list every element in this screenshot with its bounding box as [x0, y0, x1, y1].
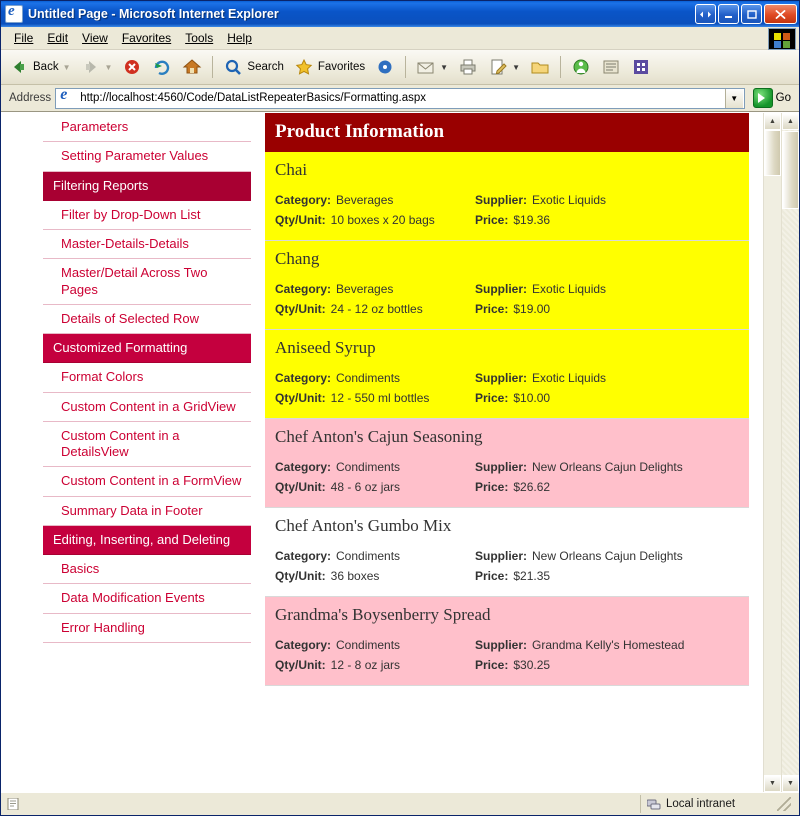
supplier-label: Supplier: [475, 371, 528, 385]
product-row-qty-price [275, 566, 739, 586]
home-button[interactable] [178, 55, 206, 79]
folder-icon [530, 57, 550, 77]
internet-explorer-icon [5, 5, 23, 23]
edit-page-icon [488, 57, 508, 77]
qty-label: Qty/Unit: [275, 480, 326, 494]
category-label: Category: [275, 371, 332, 385]
product-row-category-supplier [275, 457, 739, 477]
toolbar-separator-3 [560, 56, 561, 78]
sidebar-item-parameters[interactable]: Parameters [43, 113, 251, 142]
back-chevron-down-icon[interactable]: ▼ [62, 62, 71, 72]
media-button[interactable] [371, 55, 399, 79]
category-value: Beverages [336, 282, 394, 296]
panel-title: Product Information [265, 113, 749, 152]
product-qty [275, 569, 475, 583]
toolbar [1, 50, 799, 85]
sidebar-section-customized-formatting[interactable]: Customized Formatting [43, 334, 251, 363]
product-name: Chang [275, 249, 320, 268]
qty-value: 12 - 8 oz jars [330, 658, 401, 672]
product-supplier [475, 282, 606, 296]
category-value: Condiments [336, 638, 401, 652]
refresh-button[interactable] [148, 55, 176, 79]
supplier-label: Supplier: [475, 193, 528, 207]
messenger-icon [571, 57, 591, 77]
product-category [275, 638, 475, 652]
qty-label: Qty/Unit: [275, 658, 326, 672]
main-content [251, 113, 781, 792]
product-qty [275, 480, 475, 494]
favorites-button[interactable] [290, 55, 369, 79]
status-message-pane [1, 795, 641, 813]
product-information-panel [265, 113, 749, 686]
price-label: Price: [475, 480, 509, 494]
product-price [475, 658, 550, 672]
price-value: $10.00 [513, 391, 551, 405]
page-area [1, 112, 799, 792]
window-vertical-scrollbar[interactable] [781, 113, 799, 792]
favorites-label: Favorites [317, 61, 366, 73]
product-item[interactable] [265, 508, 749, 597]
menu-item-tools[interactable]: Tools [185, 31, 214, 45]
sidebar-item-setting-parameter-values[interactable]: Setting Parameter Values [43, 142, 251, 171]
minimize-button[interactable] [718, 4, 739, 24]
scroll-down-button[interactable]: ▼ [782, 775, 799, 792]
product-item[interactable] [265, 152, 749, 241]
product-name: Chef Anton's Gumbo Mix [275, 516, 452, 535]
supplier-value: New Orleans Cajun Delights [532, 460, 683, 474]
edit-button[interactable] [484, 55, 524, 79]
price-label: Price: [475, 302, 509, 316]
page-status-icon [7, 798, 21, 810]
product-supplier [475, 460, 683, 474]
sidebar-item-filter-by-drop-down-list[interactable]: Filter by Drop-Down List [43, 201, 251, 230]
menu-bar [1, 27, 799, 50]
qty-value: 48 - 6 oz jars [330, 480, 401, 494]
product-name: Chai [275, 160, 308, 179]
qty-value: 36 boxes [330, 569, 380, 583]
price-label: Price: [475, 569, 509, 583]
mail-button[interactable] [412, 55, 452, 79]
supplier-label: Supplier: [475, 282, 528, 296]
qty-value: 12 - 550 ml bottles [330, 391, 430, 405]
sidebar-item-custom-content-in-a-detailsview[interactable]: Custom Content in a DetailsView [43, 422, 251, 468]
supplier-value: Exotic Liquids [532, 371, 607, 385]
menu-item-view[interactable]: View [82, 31, 108, 45]
category-label: Category: [275, 193, 332, 207]
product-row-category-supplier [275, 635, 739, 655]
sidebar-section-editing-inserting-deleting[interactable]: Editing, Inserting, and Deleting [43, 526, 251, 555]
inner-vertical-scrollbar[interactable] [763, 113, 781, 792]
product-name: Chef Anton's Cajun Seasoning [275, 427, 483, 446]
product-category [275, 460, 475, 474]
category-label: Category: [275, 282, 332, 296]
product-item[interactable] [265, 419, 749, 508]
mail-icon [416, 57, 436, 77]
window-controls [695, 4, 797, 24]
product-item[interactable] [265, 597, 749, 686]
price-label: Price: [475, 213, 509, 227]
qty-label: Qty/Unit: [275, 391, 326, 405]
inner-scroll-down-button[interactable]: ▼ [764, 775, 781, 792]
product-qty [275, 658, 475, 672]
go-arrow-icon [753, 88, 773, 108]
network-icon [647, 798, 661, 810]
close-button[interactable] [764, 4, 797, 24]
back-label: Back [33, 61, 59, 73]
inner-scroll-track[interactable] [764, 130, 781, 775]
sidebar-item-summary-data-in-footer[interactable]: Summary Data in Footer [43, 497, 251, 526]
media-icon [375, 57, 395, 77]
price-label: Price: [475, 658, 509, 672]
restore-down-button[interactable] [695, 4, 716, 24]
printer-icon [458, 57, 478, 77]
supplier-value: New Orleans Cajun Delights [532, 549, 683, 563]
product-row-qty-price [275, 388, 739, 408]
toolbar-separator-2 [405, 56, 406, 78]
category-value: Condiments [336, 549, 401, 563]
inner-scroll-thumb[interactable] [764, 130, 781, 176]
security-zone-label: Local intranet [666, 798, 736, 810]
product-name: Aniseed Syrup [275, 338, 376, 357]
product-supplier [475, 549, 683, 563]
research-button[interactable] [597, 55, 625, 79]
sidebar-item-error-handling[interactable]: Error Handling [43, 614, 251, 643]
product-price [475, 569, 550, 583]
qty-value: 24 - 12 oz bottles [330, 302, 423, 316]
menu-item-edit[interactable]: Edit [47, 31, 69, 45]
product-supplier [475, 638, 684, 652]
stop-button[interactable] [118, 55, 146, 79]
category-value: Beverages [336, 193, 394, 207]
scroll-track[interactable] [782, 130, 799, 775]
menu-item-favorites[interactable]: Favorites [121, 31, 172, 45]
product-qty [275, 213, 475, 227]
scroll-up-button[interactable]: ▲ [782, 113, 799, 130]
sidebar-section-filtering-reports[interactable]: Filtering Reports [43, 172, 251, 201]
address-label: Address [9, 92, 52, 104]
product-row-category-supplier [275, 279, 739, 299]
edit-chevron-down-icon[interactable]: ▼ [512, 62, 520, 72]
scroll-thumb[interactable] [782, 131, 799, 209]
page-icon [59, 90, 75, 106]
product-qty [275, 302, 475, 316]
stop-icon [122, 57, 142, 77]
mail-chevron-down-icon[interactable]: ▼ [440, 62, 449, 72]
product-row-qty-price [275, 210, 739, 230]
sidebar-item-data-modification-events[interactable]: Data Modification Events [43, 584, 251, 613]
supplier-label: Supplier: [475, 549, 528, 563]
search-button[interactable] [219, 55, 287, 79]
research-icon [601, 57, 621, 77]
product-row-category-supplier [275, 546, 739, 566]
address-chevron-down-icon[interactable]: ▼ [725, 89, 743, 108]
product-category [275, 371, 475, 385]
product-qty [275, 391, 475, 405]
product-row-qty-price [275, 477, 739, 497]
supplier-value: Exotic Liquids [532, 282, 607, 296]
refresh-icon [152, 57, 172, 77]
go-label: Go [775, 92, 791, 104]
star-icon [294, 57, 314, 77]
qty-label: Qty/Unit: [275, 213, 326, 227]
inner-scroll-up-button[interactable]: ▲ [764, 113, 781, 130]
site-navigation-sidebar [43, 113, 251, 792]
messenger-button[interactable] [567, 55, 595, 79]
product-price [475, 213, 550, 227]
windows-flag-logo [768, 28, 796, 50]
price-value: $30.25 [513, 658, 551, 672]
product-row-category-supplier [275, 368, 739, 388]
sidebar-item-custom-content-in-a-gridview[interactable]: Custom Content in a GridView [43, 393, 251, 422]
sidebar-item-master-detail-across-two-pages[interactable]: Master/Detail Across Two Pages [43, 259, 251, 305]
search-label: Search [247, 61, 284, 73]
status-bar [1, 792, 799, 815]
supplier-label: Supplier: [475, 638, 528, 652]
address-input-container[interactable] [55, 88, 744, 109]
product-category [275, 193, 475, 207]
product-row-category-supplier [275, 190, 739, 210]
blogger-button[interactable] [627, 55, 655, 79]
category-label: Category: [275, 549, 332, 563]
price-value: $19.36 [513, 213, 551, 227]
category-label: Category: [275, 460, 332, 474]
product-row-qty-price [275, 299, 739, 319]
title-bar [1, 1, 799, 27]
home-icon [182, 57, 202, 77]
supplier-value: Exotic Liquids [532, 193, 607, 207]
forward-button[interactable] [77, 55, 117, 79]
product-row-qty-price [275, 655, 739, 675]
price-value: $26.62 [513, 480, 551, 494]
maximize-button[interactable] [741, 4, 762, 24]
sidebar-item-master-details-details[interactable]: Master-Details-Details [43, 230, 251, 259]
supplier-label: Supplier: [475, 460, 528, 474]
product-item[interactable] [265, 330, 749, 419]
address-input[interactable] [78, 91, 724, 105]
qty-value: 10 boxes x 20 bags [330, 213, 435, 227]
product-category [275, 282, 475, 296]
search-icon [223, 57, 243, 77]
toolbar-separator [212, 56, 213, 78]
sidebar-item-details-of-selected-row[interactable]: Details of Selected Row [43, 305, 251, 334]
product-supplier [475, 193, 606, 207]
resize-grip[interactable] [777, 797, 791, 811]
forward-chevron-down-icon[interactable]: ▼ [104, 62, 113, 72]
menu-item-help[interactable]: Help [227, 31, 252, 45]
product-item[interactable] [265, 241, 749, 330]
product-price [475, 480, 550, 494]
page-content [1, 113, 781, 792]
go-button[interactable] [749, 88, 795, 108]
discuss-button[interactable] [526, 55, 554, 79]
sidebar-item-custom-content-in-a-formview[interactable]: Custom Content in a FormView [43, 467, 251, 496]
sidebar-item-basics[interactable]: Basics [43, 555, 251, 584]
product-category [275, 549, 475, 563]
menu-item-file[interactable]: File [14, 31, 34, 45]
category-label: Category: [275, 638, 332, 652]
product-price [475, 302, 550, 316]
price-value: $19.00 [513, 302, 551, 316]
back-arrow-icon [9, 57, 29, 77]
window-title: Untitled Page - Microsoft Internet Explorer [28, 7, 279, 21]
qty-label: Qty/Unit: [275, 302, 326, 316]
security-zone-pane [641, 795, 799, 813]
category-value: Condiments [336, 371, 401, 385]
supplier-value: Grandma Kelly's Homestead [532, 638, 685, 652]
price-label: Price: [475, 391, 509, 405]
grid-icon [631, 57, 651, 77]
back-button[interactable] [5, 55, 75, 79]
product-price [475, 391, 550, 405]
category-value: Condiments [336, 460, 401, 474]
product-supplier [475, 371, 606, 385]
price-value: $21.35 [513, 569, 551, 583]
address-bar [1, 85, 799, 112]
print-button[interactable] [454, 55, 482, 79]
product-name: Grandma's Boysenberry Spread [275, 605, 491, 624]
forward-arrow-icon [81, 57, 101, 77]
sidebar-item-format-colors[interactable]: Format Colors [43, 363, 251, 392]
qty-label: Qty/Unit: [275, 569, 326, 583]
